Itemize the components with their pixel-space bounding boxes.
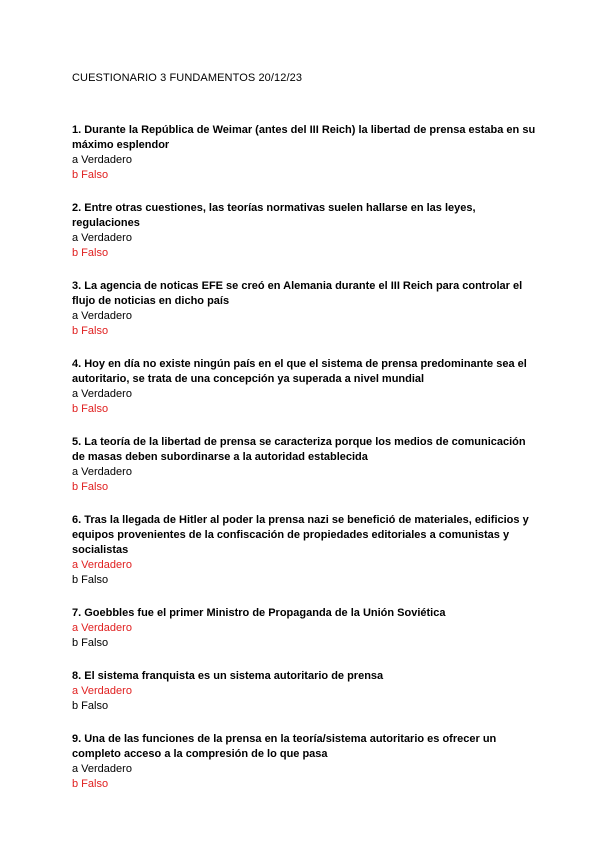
option-a: a Verdadero: [72, 466, 132, 478]
option-b-correct: b Falso: [72, 169, 109, 181]
option-b-correct: b Falso: [72, 403, 109, 415]
option-a: a Verdadero: [72, 310, 132, 322]
option-a: a Verdadero: [72, 154, 132, 166]
question-text: 4. Hoy en día no existe ningún país en el que el sistema de prensa predominante sea el autoritario, se trata de una concepción ya superada a nivel mundial: [72, 358, 527, 385]
question-text: 8. El sistema franquista es un sistema autoritario de prensa: [72, 670, 384, 682]
option-b: b Falso: [72, 637, 109, 649]
question-text: 9. Una de las funciones de la prensa en la teoría/sistema autoritario es ofrecer un completo acceso a la compresión de lo que pasa: [72, 733, 497, 760]
option-b-correct: b Falso: [72, 778, 109, 790]
option-b-correct: b Falso: [72, 481, 109, 493]
question-8: [72, 669, 540, 714]
option-b: b Falso: [72, 700, 109, 712]
question-2: [72, 201, 540, 261]
question-list: [72, 123, 540, 792]
option-a: a Verdadero: [72, 763, 132, 775]
option-a-correct: a Verdadero: [72, 685, 132, 697]
question-text: 7. Goebbles fue el primer Ministro de Propaganda de la Unión Soviética: [72, 607, 446, 619]
question-4: [72, 357, 540, 417]
question-text: 1. Durante la República de Weimar (antes del III Reich) la libertad de prensa estaba en su máximo esplendor: [72, 124, 536, 151]
question-9: [72, 732, 540, 792]
question-1: [72, 123, 540, 183]
question-3: [72, 279, 540, 339]
option-a-correct: a Verdadero: [72, 559, 132, 571]
question-text: 3. La agencia de noticas EFE se creó en Alemania durante el III Reich para controlar el flujo de noticias en dicho país: [72, 280, 523, 307]
question-text: 5. La teoría de la libertad de prensa se caracteriza porque los medios de comunicación de masas deben subordinarse a la autoridad establecida: [72, 436, 526, 463]
option-b-correct: b Falso: [72, 325, 109, 337]
question-text: 2. Entre otras cuestiones, las teorías normativas suelen hallarse en las leyes, regulaciones: [72, 202, 476, 229]
document-title: CUESTIONARIO 3 FUNDAMENTOS 20/12/23: [72, 72, 303, 84]
question-5: [72, 435, 540, 495]
option-a: a Verdadero: [72, 232, 132, 244]
option-b: b Falso: [72, 574, 109, 586]
option-b-correct: b Falso: [72, 247, 109, 259]
option-a-correct: a Verdadero: [72, 622, 132, 634]
option-a: a Verdadero: [72, 388, 132, 400]
question-6: [72, 513, 540, 588]
question-7: [72, 606, 540, 651]
question-text: 6. Tras la llegada de Hitler al poder la prensa nazi se benefició de materiales, edificios y equipos provenientes de la confiscación de propiedades editoriales a comunistas y socialistas: [72, 514, 529, 556]
